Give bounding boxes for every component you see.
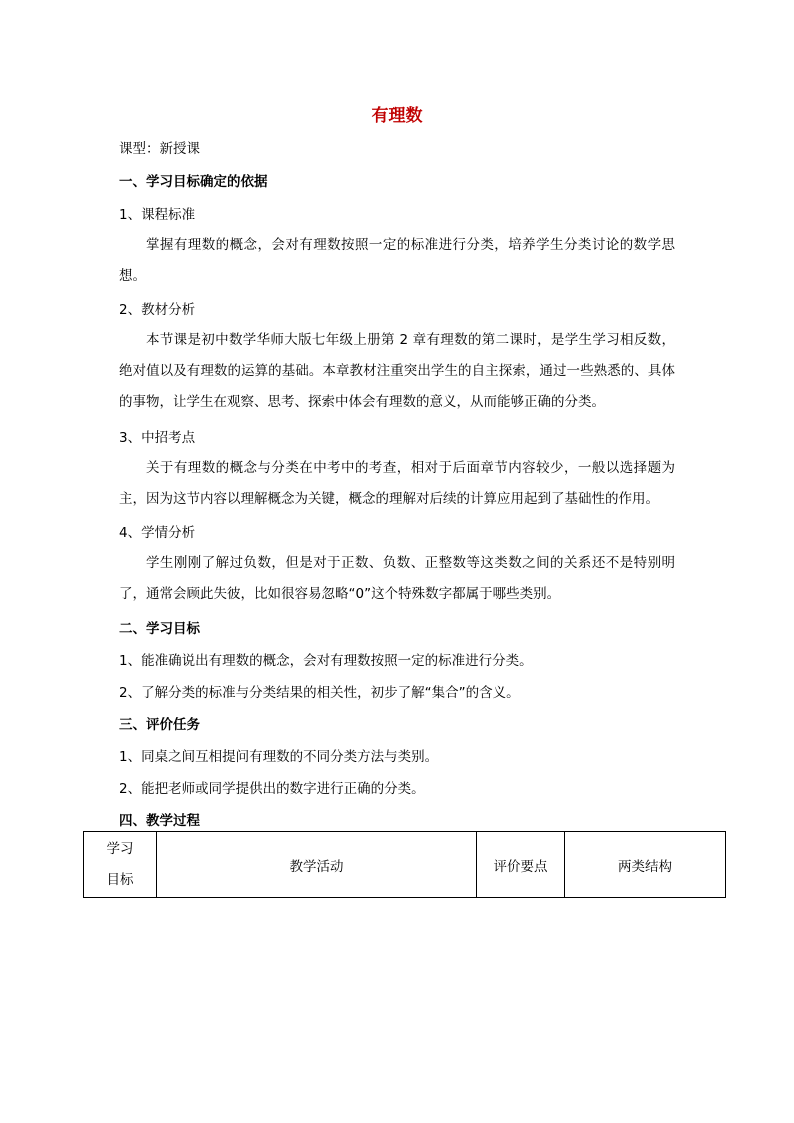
paragraph-textbook-analysis: 本节课是初中数学华师大版七年级上册第 2 章有理数的第二课时，是学生学习相反数，绝对值以及有理数的运算的基础。本章教材注重突出学生的自主探索，通过一些熟悉的、具体的事物，让学生在观察、思考、探索中体会有理数的意义，从而能够正确的分类。 xyxy=(119,332,675,410)
subheading-curriculum-standard: 1、课程标准 xyxy=(119,207,196,223)
section-heading-basis: 一、学习目标确定的依据 xyxy=(119,174,268,190)
subheading-exam-points: 3、中招考点 xyxy=(119,430,196,446)
goal-item: 2、了解分类的标准与分类结果的相关性，初步了解“集合”的含义。 xyxy=(119,685,520,701)
header-learning-goal-line2: 目标 xyxy=(106,871,134,888)
assessment-item: 2、能把老师或同学提供出的数字进行正确的分类。 xyxy=(119,781,425,797)
section-heading-assessment: 三、评价任务 xyxy=(119,717,200,733)
section-heading-goals: 二、学习目标 xyxy=(119,621,200,637)
subheading-student-analysis: 4、学情分析 xyxy=(119,525,196,541)
header-structure: 两类结构 xyxy=(565,832,726,898)
header-evaluation-points: 评价要点 xyxy=(477,832,565,898)
table-header-row xyxy=(84,832,726,898)
goal-item: 1、能准确说出有理数的概念，会对有理数按照一定的标准进行分类。 xyxy=(119,653,533,669)
assessment-item: 1、同桌之间互相提问有理数的不同分类方法与类别。 xyxy=(119,749,439,765)
header-learning-goal-line1: 学习 xyxy=(106,840,134,857)
header-learning-goal xyxy=(84,832,157,898)
section-heading-process: 四、教学过程 xyxy=(119,813,200,829)
paragraph-student-analysis: 学生刚刚了解过负数，但是对于正数、负数、正整数等这类数之间的关系还不是特别明了，通常会顾此失彼，比如很容易忽略“0”这个特殊数字都属于哪些类别。 xyxy=(119,555,675,602)
paragraph-exam-points: 关于有理数的概念与分类在中考中的考查，相对于后面章节内容较少，一般以选择题为主，因为这节内容以理解概念为关键，概念的理解对后续的计算应用起到了基础性的作用。 xyxy=(119,460,675,507)
teaching-process-table xyxy=(83,831,726,898)
document-title: 有理数 xyxy=(371,106,423,126)
subheading-textbook-analysis: 2、教材分析 xyxy=(119,302,196,318)
lesson-type: 课型：新授课 xyxy=(119,141,200,157)
paragraph-curriculum-standard: 掌握有理数的概念，会对有理数按照一定的标准进行分类，培养学生分类讨论的数学思想。 xyxy=(119,237,675,284)
header-teaching-activity: 教学活动 xyxy=(157,832,477,898)
